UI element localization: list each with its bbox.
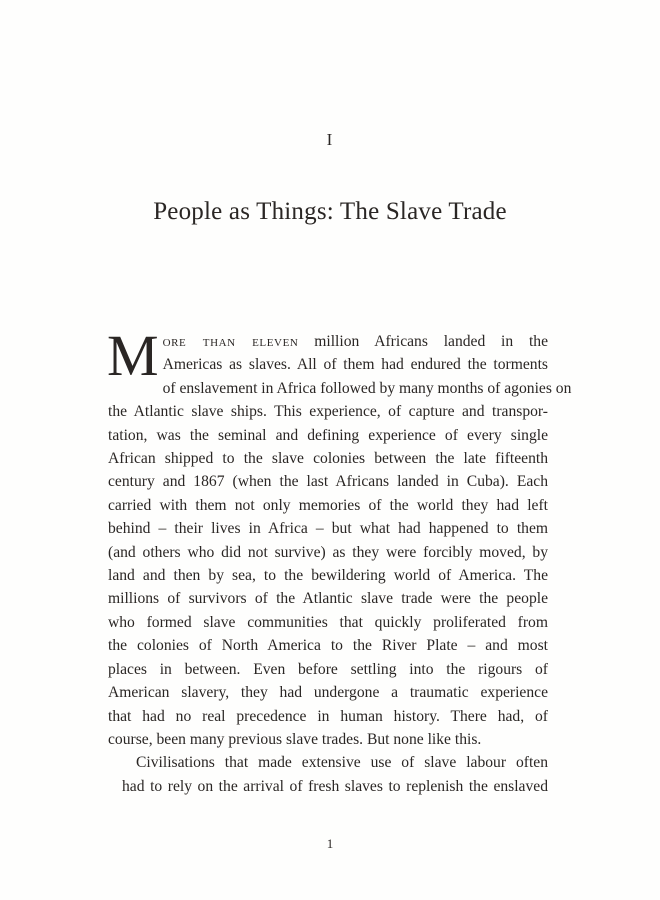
text-line: the colonies of North America to the River Plate – and most [108, 637, 548, 655]
text-line: land and then by sea, to the bewildering world of America. The [108, 567, 548, 585]
text-line: of enslavement in Africa followed by many months of agonies on [162, 379, 572, 397]
chapter-body [107, 323, 572, 798]
text-line: millions of survivors of the Atlantic slave trade were the people [108, 590, 548, 608]
text-line: century and 1867 (when the last Africans landed in Cuba). Each [108, 473, 548, 491]
text-line: African shipped to the slave colonies between the late fifteenth [108, 450, 548, 468]
text-line: that had no real precedence in human history. There had, of [108, 707, 548, 725]
text-line: (and others who did not survive) as they were forcibly moved, by [108, 543, 548, 561]
text-line: course, been many previous slave trades. But none like this. [108, 730, 482, 748]
smallcaps-lead: ore than eleven [162, 333, 299, 350]
text-line: places in between. Even before settling into the rigours of [108, 660, 548, 678]
chapter-number: I [326, 130, 334, 149]
text-line: tation, was the seminal and defining experience of every single [108, 426, 548, 444]
text-line: carried with them not only memories of the world they had left [108, 496, 548, 514]
text-line: American slavery, they had undergone a traumatic experience [108, 684, 548, 702]
text-line: ore than eleven million Africans landed in the [162, 333, 548, 350]
drop-cap: M [107, 323, 159, 388]
text-line: Americas as slaves. All of them had endured the torments [162, 356, 548, 374]
text-line: Civilisations that made extensive use of slave labour often [136, 754, 548, 772]
chapter-title: People as Things: The Slave Trade [153, 198, 507, 225]
paragraph-1 [107, 323, 572, 751]
text-line: who formed slave communities that quickly proliferated from [108, 613, 548, 631]
page-number: 1 [326, 836, 334, 851]
text-line: behind – their lives in Africa – but what had happened to them [108, 520, 548, 538]
text-line: had to rely on the arrival of fresh slaves to replenish the enslaved [122, 777, 548, 795]
text-line: the Atlantic slave ships. This experience, of capture and transpor- [108, 403, 548, 421]
paragraph-2 [108, 751, 548, 798]
